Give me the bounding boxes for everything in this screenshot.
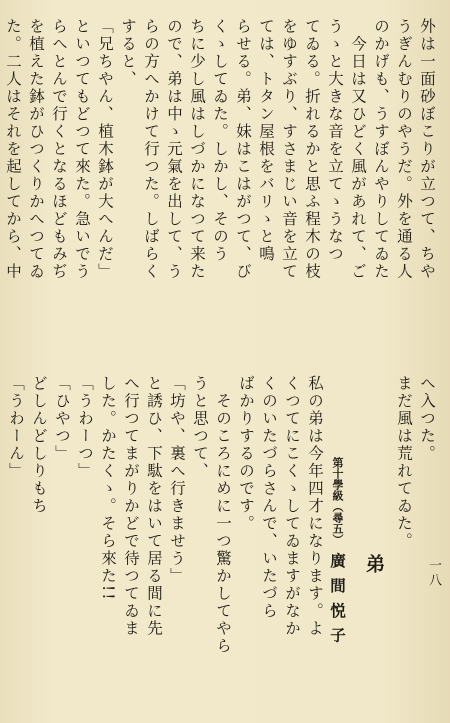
text-column: へ行つてまがりかどで待つてゐま	[122, 375, 140, 638]
text-column: ので、弟は中ゝ元氣を出して、う	[165, 18, 183, 281]
text-column: ちに少し風はしづかになつて来た	[188, 18, 206, 281]
dialogue-line: 「うわーつ」	[76, 375, 94, 480]
text-column: すると、	[119, 18, 137, 88]
dialogue-line: 「ひやつ」	[53, 375, 71, 463]
dialogue-line: 「うわーん」	[7, 375, 25, 480]
text-column: へ入つた。	[418, 375, 436, 463]
author-name: 廣 間 悦 子	[328, 552, 347, 645]
text-column: くつてにこくゝしてゐますがなか	[283, 375, 301, 638]
bottom-text-block	[0, 375, 434, 715]
text-column: まだ風は荒れてゐた。	[395, 375, 413, 550]
text-column: 今日は又ひどく風があれて、ご	[349, 18, 367, 281]
page-number: 一八	[426, 558, 441, 588]
text-column: らへとんで行くとなるほどもみぢ	[50, 18, 68, 281]
text-column: 「兄ちやん、植木鉢が大へんだ」	[96, 18, 114, 281]
text-column: らの方へかけて行つた。しばらく	[142, 18, 160, 281]
author-grade: 第十學級（尋五）	[331, 457, 344, 545]
author-line	[322, 375, 348, 715]
text-column: ては、トタン屋根をバリゝと鳴	[257, 18, 275, 263]
text-column: くのいたづらさんで、いたづら	[260, 375, 278, 620]
text-column: てゐる。折れるかと思ふ程木の枝	[303, 18, 321, 281]
text-column: をゆすぶり、すさまじい音を立て	[280, 18, 298, 281]
text-column: のかげも、うすぼんやりしてゐた	[372, 18, 390, 281]
text-column: くゝしてゐた。しかし、そのう	[211, 18, 229, 263]
text-column: 「坊や、裏へ行きませう」	[168, 375, 186, 585]
text-column: うぎんむりのやうだ。外を通る人	[395, 18, 413, 281]
text-column: うと思つて、	[191, 375, 209, 480]
text-column: 私の弟は今年四才になります。よ	[306, 375, 324, 638]
text-column: そのころにめに一つ驚かしてやら	[214, 375, 232, 655]
text-column: した。かたくゝ。そら來た!!	[99, 375, 117, 602]
story-title: 弟	[363, 553, 385, 577]
text-column: ばかりするのです。	[237, 375, 255, 533]
text-column: うゝと大きな音を立てゝうなつ	[326, 18, 344, 263]
top-text-block	[0, 18, 434, 358]
text-column: と誘ひ、下駄をはいて居る間に先	[145, 375, 163, 638]
dialogue-line: どしんどしりもち	[30, 375, 48, 515]
text-column: といつてもどつて來た。急いでう	[73, 18, 91, 281]
text-column: らせる。弟、妹はこはがつて、び	[234, 18, 252, 281]
text-column: 外は一面砂ぼこりが立つて、ちや	[418, 18, 436, 281]
text-column: た。二人はそれを起してから、中	[4, 18, 22, 281]
text-column: を植えた鉢がひつくりかへつてゐ	[27, 18, 45, 281]
